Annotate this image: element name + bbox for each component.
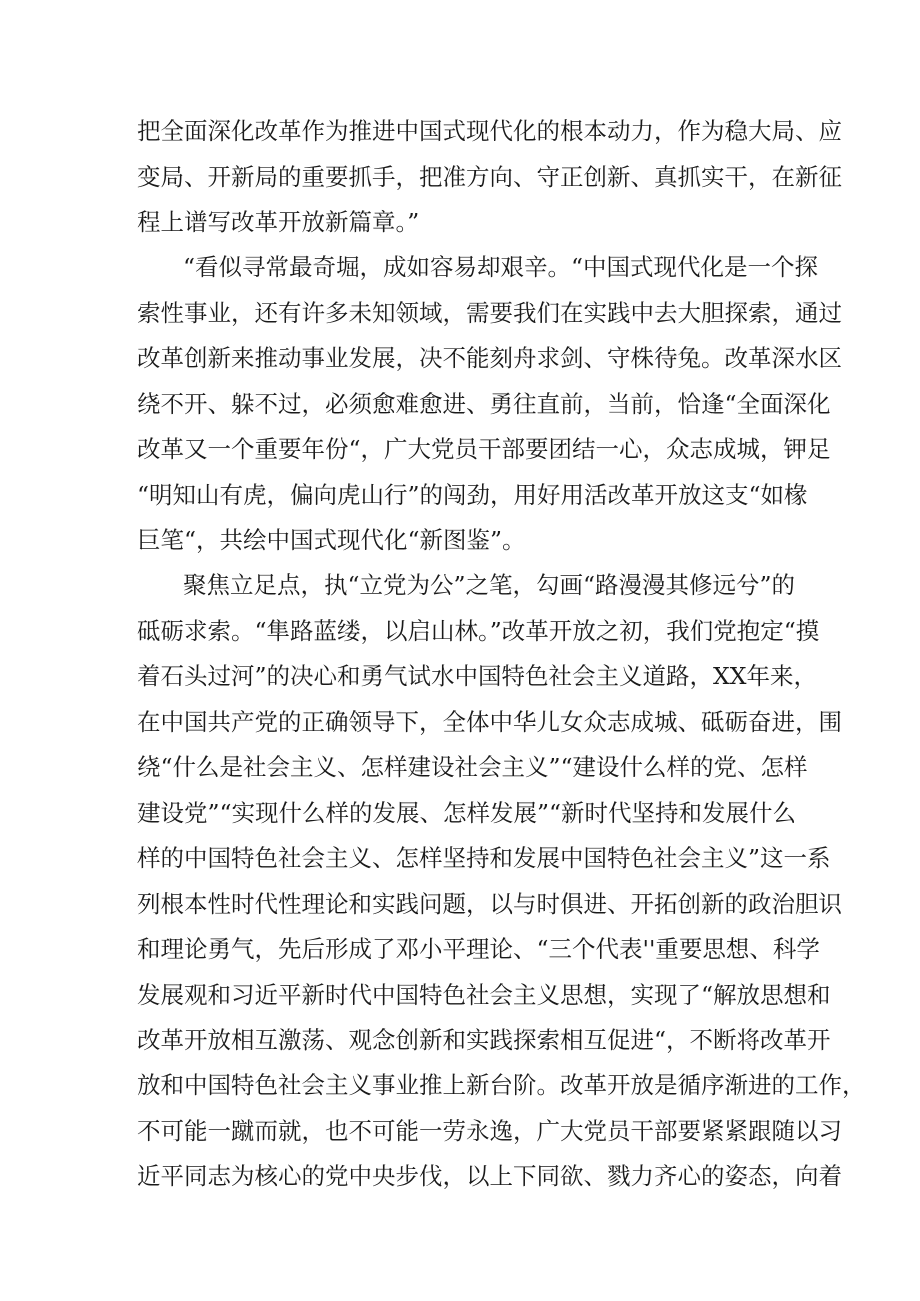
text-line: 着石头过河”的决心和勇气试水中国特色社会主义道路，XX年来， bbox=[137, 662, 817, 690]
text-line: 变局、开新局的重要抓手，把准方向、守正创新、真抓实干，在新征 bbox=[137, 163, 842, 191]
text-line: 砥砺求索。“隼路蓝缕，以启山林。”改革开放之初，我们党抱定“摸 bbox=[137, 617, 820, 645]
text-line: 绕不开、躲不过，必须愈难愈进、勇往直前，当前，恰逢“全面深化 bbox=[137, 390, 831, 418]
text-line: 改革又一个重要年份“，广大党员干部要团结一心，众志成城，钾足 bbox=[137, 435, 831, 463]
text-line: 列根本性时代性理论和实践问题，以与时俱进、开拓创新的政治胆识 bbox=[137, 890, 842, 918]
text-line: 发展观和习近平新时代中国特色社会主义思想，实现了“解放思想和 bbox=[137, 981, 831, 1009]
text-line: 把全面深化改革作为推进中国式现代化的根本动力，作为稳大局、应 bbox=[137, 117, 842, 145]
text-line: 聚焦立足点，执“立党为公”之笔，勾画“路漫漫其修远兮”的 bbox=[183, 571, 796, 599]
text-line: 改革创新来推动事业发展，决不能刻舟求剑、守株待兔。改革深水区 bbox=[137, 344, 842, 372]
text-line: 样的中国特色社会主义、怎样坚持和发展中国特色社会主义”这一系 bbox=[137, 844, 831, 872]
text-line: 建设党”“实现什么样的发展、怎样发展”“新时代坚持和发展什么 bbox=[137, 799, 797, 827]
text-line: 改革开放相互激荡、观念创新和实践探索相互促进“，不断将改革开 bbox=[137, 1026, 831, 1054]
text-line: “看似寻常最奇堀，成如容易却艰辛。“中国式现代化是一个探 bbox=[183, 253, 819, 281]
text-line: 放和中国特色社会主义事业推上新台阶。改革开放是循序渐进的工作， bbox=[137, 1071, 866, 1099]
text-line: 索性事业，还有许多未知领域，需要我们在实践中去大胆探索，通过 bbox=[137, 299, 842, 327]
text-line: 巨笔“，共绘中国式现代化“新图鉴”。 bbox=[137, 526, 526, 554]
text-line: 程上谱写改革开放新篇章。” bbox=[137, 208, 420, 236]
text-line: 近平同志为核心的党中央步伐，以上下同欲、戮力齐心的姿态，向着 bbox=[137, 1162, 842, 1190]
text-line: 在中国共产党的正确领导下，全体中华儿女众志成城、砥砺奋进，围 bbox=[137, 708, 842, 736]
text-line: 绕“什么是社会主义、怎样建设社会主义”“建设什么样的党、怎样 bbox=[137, 753, 808, 781]
text-line: 不可能一蹴而就，也不可能一劳永逸，广大党员干部要紧紧跟随以习 bbox=[137, 1117, 842, 1145]
text-line: 和理论勇气，先后形成了邓小平理论、“三个代表''重要思想、科学 bbox=[137, 935, 820, 963]
text-line: “明知山有虎，偏向虎山行”的闯劲，用好用活改革开放这支“如椽 bbox=[137, 481, 808, 509]
